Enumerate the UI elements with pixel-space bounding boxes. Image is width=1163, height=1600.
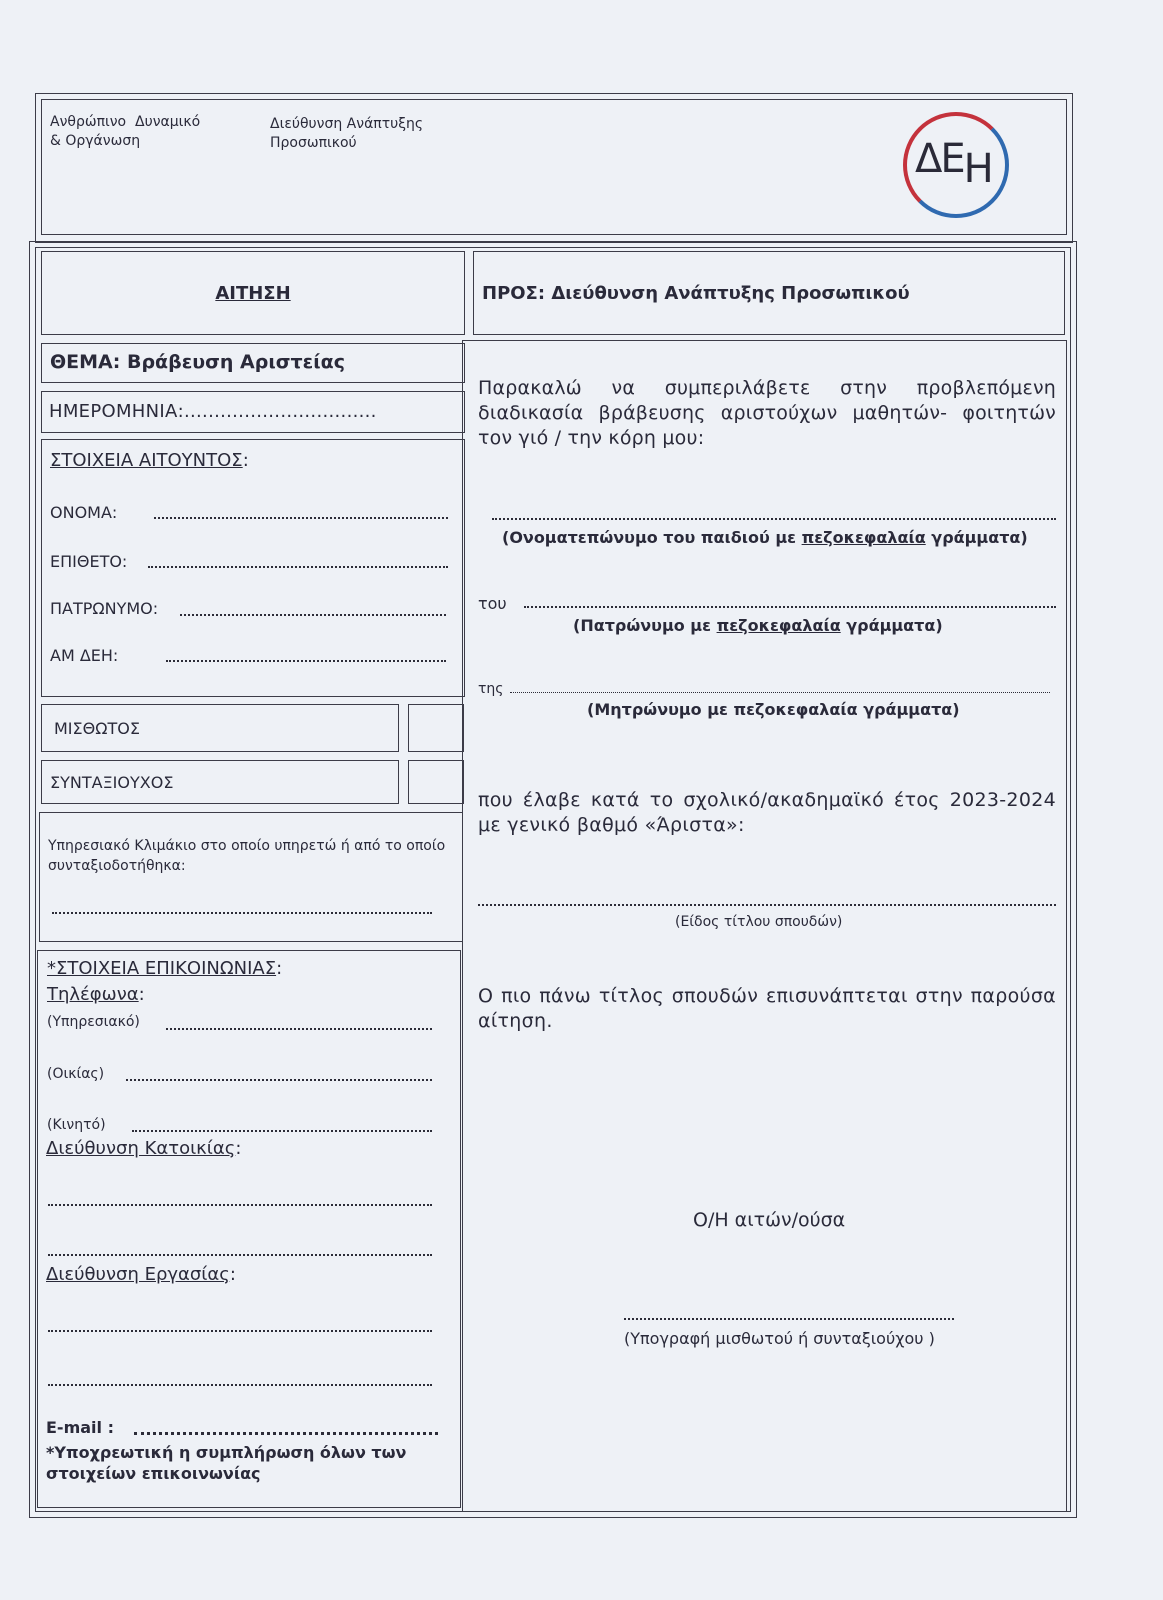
father-hint-b: γράμματα) [840, 616, 943, 635]
work-address-colon: : [229, 1264, 236, 1285]
mandatory-note: *Υποχρεωτική η συμπλήρωση όλων των στοιχείων επικοινωνίας [46, 1443, 407, 1483]
contact-header-colon: : [276, 958, 283, 979]
work-address-header [46, 1264, 236, 1285]
work-address-field-2[interactable] [48, 1384, 432, 1386]
dept-line1: Ανθρώπινο Δυναμικό [50, 114, 201, 130]
applicant-sign-label: Ο/Η αιτών/ούσα [693, 1209, 846, 1231]
dept-line2: & Οργάνωση [50, 133, 141, 149]
applicant-header-text: ΣΤΟΙΧΕΙΑ ΑΙΤΟΥΝΤΟΣ [50, 450, 243, 471]
phone-work-label: (Υπηρεσιακό) [47, 1014, 140, 1030]
of-label: του [478, 594, 507, 613]
name-field[interactable] [154, 517, 448, 519]
email-field[interactable] [134, 1432, 438, 1435]
phone-home-label: (Οικίας) [47, 1066, 105, 1082]
phones-header-colon: : [138, 984, 145, 1005]
date-field[interactable]: ΗΜΕΡΟΜΗΝΙΑ:................................ [49, 401, 377, 422]
logo-text-h: Η [963, 146, 992, 192]
home-address-text: Διεύθυνση Κατοικίας [46, 1138, 236, 1159]
deh-logo [903, 112, 1011, 220]
degree-field[interactable] [478, 904, 1056, 906]
father-name-label: ΠΑΤΡΩΝΥΜΟ: [50, 599, 159, 618]
phone-home-field[interactable] [126, 1079, 432, 1081]
degree-hint: (Είδος τίτλου σπουδών) [675, 914, 843, 930]
child-name-hint [502, 528, 1028, 547]
pensioner-checkbox[interactable] [408, 760, 464, 804]
phones-header-text: Τηλέφωνα [47, 984, 139, 1005]
page-title: ΑΙΤΗΣΗ [215, 283, 291, 304]
applicant-header-colon: : [242, 450, 249, 471]
subject: ΘΕΜΑ: Βράβευση Αριστείας [50, 351, 345, 373]
contact-header-text: *ΣΤΟΙΧΕΙΑ ΕΠΙΚΟΙΝΩΝΙΑΣ [47, 958, 277, 979]
service-unit-box [39, 812, 463, 942]
home-address-field-1[interactable] [48, 1204, 432, 1206]
phone-work-field[interactable] [166, 1028, 432, 1030]
name-label: ΟΝΟΜΑ: [50, 503, 118, 522]
phones-header [47, 984, 145, 1005]
child-name-field[interactable] [492, 518, 1056, 520]
father-hint-u: πεζοκεφαλαία [716, 616, 841, 635]
home-address-colon: : [235, 1138, 242, 1159]
mother-hint: (Μητρώνυμο με πεζοκεφαλαία γράμματα) [587, 700, 960, 719]
home-address-field-2[interactable] [48, 1254, 432, 1256]
directorate-line2: Προσωπικού [270, 135, 357, 151]
mother-label: της [478, 681, 504, 697]
child-name-hint-b: γράμματα) [925, 528, 1028, 547]
contact-header [47, 958, 282, 979]
applicant-header [50, 450, 249, 471]
logo-text-de: ΔΕ [915, 136, 964, 182]
father-hint [573, 616, 943, 635]
employee-checkbox[interactable] [408, 704, 464, 752]
employee-id-field[interactable] [166, 660, 446, 662]
request-text: Παρακαλώ να συμπεριλάβετε στην προβλεπόμενη διαδικασία βράβευσης αριστούχων μαθητών- φοιτητών τον γιό / την κόρη μου: [478, 377, 1056, 449]
employee-id-label: ΑΜ ΔΕΗ: [50, 646, 119, 665]
email-label: E-mail : [46, 1418, 114, 1437]
work-address-field-1[interactable] [48, 1330, 432, 1332]
surname-field[interactable] [148, 566, 448, 568]
grade-text: που έλαβε κατά το σχολικό/ακαδημαϊκό έτος 2023-2024 με γενικό βαθμό «Άριστα»: [478, 789, 1056, 836]
signature-field[interactable] [624, 1318, 954, 1320]
father-field[interactable] [524, 606, 1056, 608]
attached-text: Ο πιο πάνω τίτλος σπουδών επισυνάπτεται στην παρούσα αίτηση. [478, 985, 1056, 1032]
pensioner-label: ΣΥΝΤΑΞΙΟΥΧΟΣ [50, 773, 174, 792]
logo-text [915, 136, 992, 192]
father-hint-a: (Πατρώνυμο με [573, 616, 717, 635]
phone-mobile-field[interactable] [132, 1130, 432, 1132]
surname-label: ΕΠΙΘΕΤΟ: [50, 552, 128, 571]
directorate-line1: Διεύθυνση Ανάπτυξης [270, 116, 424, 132]
mother-field[interactable] [510, 692, 1050, 693]
recipient: ΠΡΟΣ: Διεύθυνση Ανάπτυξης Προσωπικού [482, 283, 910, 304]
employee-label: ΜΙΣΘΩΤΟΣ [54, 719, 140, 738]
service-unit-field[interactable] [52, 912, 432, 914]
signature-hint: (Υπογραφή μισθωτού ή συνταξιούχου ) [624, 1329, 935, 1348]
child-name-hint-a: (Ονοματεπώνυμο του παιδιού με [502, 528, 802, 547]
phone-mobile-label: (Κινητό) [47, 1117, 106, 1133]
service-unit-text: Υπηρεσιακό Κλιμάκιο στο οποίο υπηρετώ ή από το οποίο συνταξιοδοτήθηκα: [48, 838, 446, 874]
father-name-field[interactable] [180, 614, 446, 616]
work-address-text: Διεύθυνση Εργασίας [46, 1264, 230, 1285]
child-name-hint-u: πεζοκεφαλαία [801, 528, 926, 547]
home-address-header [46, 1138, 241, 1159]
